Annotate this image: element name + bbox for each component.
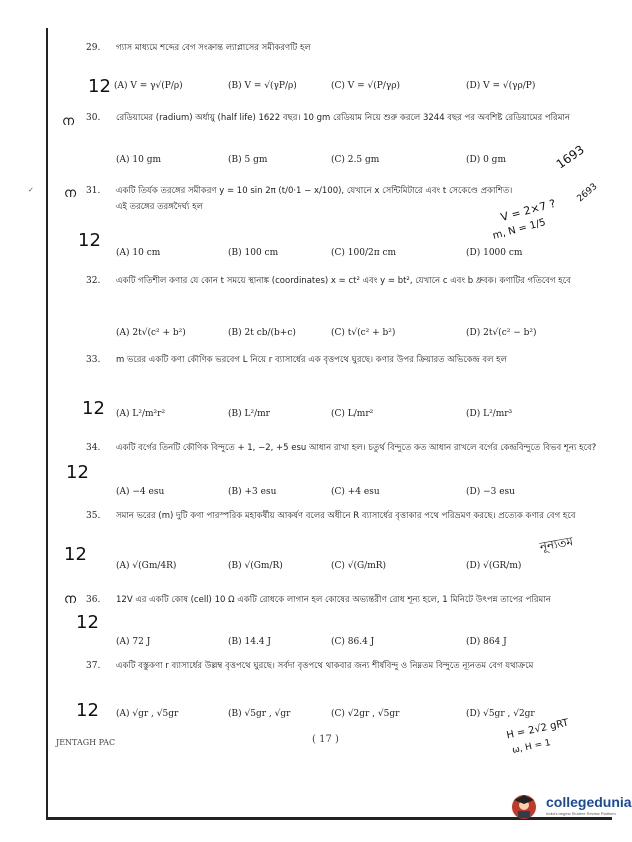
option-d: (D) 0 gm [466,155,506,165]
question-number: 36. [86,595,101,605]
question-number: 33. [86,355,101,365]
handwritten-score: 12 [66,462,89,483]
handwritten-score: 12 [88,76,111,97]
handwritten-note: H = 2√2 gRT [505,717,570,742]
option-a: (A) 2t√(c² + b²) [116,328,186,338]
question-32 [86,273,606,343]
question-35 [86,508,606,588]
option-d: (D) L²/mr³ [466,409,513,419]
option-a: (A) −4 esu [116,487,165,497]
question-text: একটি গতিশীল কণার যে কোন t সময়ে স্থানাঙ্ক (coordinates) x = ct² এবং y = bt², যেখানে c এবং b ধ্রুবক। কণাটির গতিবেগ হবে [116,276,571,286]
option-c: (C) 86.4 J [331,637,375,647]
question-number: 30. [86,113,101,123]
question-text: 12V এর একটি কোষ (cell) 10 Ω একটি রোধকে লাগান হল কোষের অভ্যন্তরীণ রোধ শূন্য হলে, 1 মিনিটে উৎপন্ন তাপের পরিমান [116,595,551,605]
option-d: (D) −3 esu [466,487,515,497]
handwritten-score: 12 [76,612,99,633]
margin-tick: ✓ [28,186,34,194]
question-text: গ্যাস মাধ্যমে শব্দের বেগ সংক্রান্ত ল্যাপ্লাসের সমীকরণটি হল [116,43,311,53]
option-d: (D) √5gr , √2gr [466,709,535,719]
handwritten-note: ω, H = 1 [511,738,552,756]
question-30 [86,110,606,170]
graduate-avatar-icon [508,792,540,820]
question-text: m ভরের একটি কণা কৌণিক ভরবেগ L নিয়ে r ব্যাসার্ধের এক বৃত্তপথে ঘুরছে। কণার উপর ক্রিয়ারত অভিকেন্দ্র বল হল [116,355,507,365]
option-a: (A) √(Gm/4R) [116,561,177,571]
option-b: (B) √5gr , √gr [228,709,291,719]
question-number: 32. [86,276,101,286]
handwritten-mark: ന [62,114,75,129]
option-d: (D) √(GR/m) [466,561,522,571]
handwritten-note: নূন্যতম [538,534,575,554]
option-a: (A) 72 J [116,637,151,647]
question-33 [86,352,606,432]
question-text: সমান ভরের (m) দুটি কণা পারস্পরিক মহাকর্ষীয় আকর্ষণ বলের অধীনে R ব্যাসার্ধের বৃত্তাকার পথে পরিভ্রমণ করছে। প্রত্যেক কণার বেগ হবে [116,511,576,521]
handwritten-score: 12 [78,230,101,251]
option-d: (D) V = √(γρ/P) [466,81,536,91]
option-a: (A) L²/m²r² [116,409,166,419]
collegedunia-logo [508,792,632,820]
option-a: (A) 10 gm [116,155,161,165]
question-number: 34. [86,443,101,453]
option-b: (B) +3 esu [228,487,277,497]
option-c: (C) √2gr , √5gr [331,709,400,719]
option-d: (D) 2t√(c² − b²) [466,328,537,338]
handwritten-score: 12 [64,544,87,565]
option-c: (C) L/mr² [331,409,374,419]
question-29 [86,40,606,100]
question-number: 37. [86,661,101,671]
handwritten-calc: 1693 [553,142,587,172]
question-36 [86,592,606,652]
option-b: (B) 100 cm [228,248,279,258]
handwritten-calc: 2693 [575,181,600,205]
handwritten-mark: ന [64,592,77,607]
option-b: (B) 2t cb/(b+c) [228,328,296,338]
handwritten-mark: ന [64,186,77,201]
handwritten-score: 12 [76,700,99,721]
handwritten-calc: V = 2×7 ? [499,196,558,225]
question-number: 29. [86,43,101,53]
logo-name: collegedunia [546,794,632,810]
option-d: (D) 864 J [466,637,507,647]
question-text: একটি বস্তুকণা r ব্যাসার্ধের উল্লম্ব বৃত্তপথে ঘুরছে। সর্বদা বৃত্তপথে থাকবার জন্য শীর্ষবিন্দু ও নিম্নতম বিন্দুতে ন্যূনতম বেগ যথাক্রমে [116,661,534,671]
footer-code: JENTAGH PAC [56,738,116,747]
handwritten-calc: m, N = 1/5 [491,217,547,242]
option-c: (C) 2.5 gm [331,155,380,165]
option-c: (C) 100/2π cm [331,248,397,258]
question-text: একটি তির্যক তরঙ্গের সমীকরণ y = 10 sin 2π (t/0·1 − x/100), যেখানে x সেন্টিমিটারে এবং t সেকেণ্ডে প্রকাশিত। এই তরঙ্গের তরঙ্গদৈর্ঘ্য হল [116,186,513,212]
logo-tagline: India's largest Student Review Platform [546,811,616,816]
option-b: (B) 14.4 J [228,637,272,647]
option-b: (B) L²/mr [228,409,270,419]
option-c: (C) V = √(P/γρ) [331,81,401,91]
question-text: একটি বর্গের তিনটি কৌণিক বিন্দুতে + 1, −2, +5 esu আধান রাখা হল। চতুর্থ বিন্দুতে কত আধান রাখলে বর্গের কেন্দ্রবিন্দুতে বিভব শূন্য হবে? [116,443,597,453]
option-b: (B) √(Gm/R) [228,561,283,571]
page-border-left [46,28,48,818]
option-b: (B) 5 gm [228,155,268,165]
option-c: (C) +4 esu [331,487,380,497]
question-number: 35. [86,511,101,521]
page-number: ( 17 ) [312,734,339,745]
option-c: (C) √(G/mR) [331,561,387,571]
handwritten-score: 12 [82,398,105,419]
question-number: 31. [86,186,101,196]
option-d: (D) 1000 cm [466,248,523,258]
option-a: (A) √gr , √5gr [116,709,179,719]
option-a: (A) 10 cm [116,248,161,258]
option-c: (C) t√(c² + b²) [331,328,396,338]
question-text: রেডিয়ামের (radium) অর্ধায়ু (half life) 1622 বছর। 10 gm রেডিয়াম নিয়ে শুরু করলে 3244 বছর পর অবশিষ্ট রেডিয়ামের পরিমান [116,113,570,123]
option-a: (A) V = γ√(P/ρ) [114,81,183,91]
question-34 [86,440,606,500]
option-b: (B) V = √(γP/ρ) [228,81,297,91]
